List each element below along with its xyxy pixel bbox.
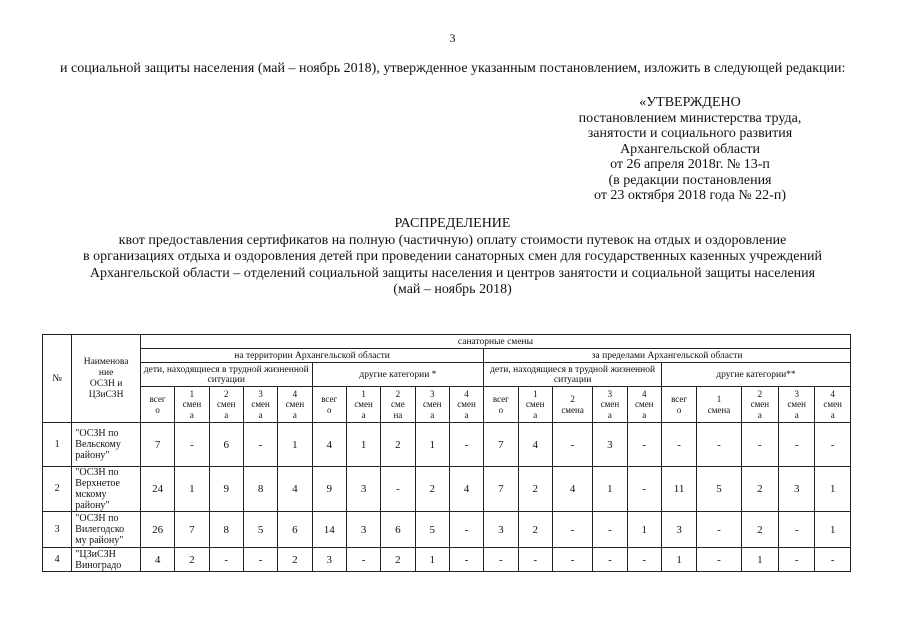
quota-cell: 7 <box>484 467 518 512</box>
subheader-cell: 4 смен а <box>627 387 661 423</box>
subheader-cell: 1 смен а <box>518 387 552 423</box>
subheader-cell: 1 смен а <box>175 387 209 423</box>
quota-cell: 5 <box>243 512 277 548</box>
quota-cell: 6 <box>278 512 312 548</box>
quota-cell: 2 <box>741 467 778 512</box>
quota-cell: - <box>552 512 592 548</box>
quota-cell: - <box>661 423 696 467</box>
quota-cell: - <box>627 467 661 512</box>
title-line: Архангельской области – отделений социальной защиты населения и центров занятости и социальной защиты населения <box>89 265 816 281</box>
approval-stamp <box>500 95 880 204</box>
row-number: 4 <box>43 548 72 572</box>
quota-cell: 2 <box>278 548 312 572</box>
subheader-cell: всег о <box>140 387 174 423</box>
quota-cell: 9 <box>209 467 243 512</box>
quota-cell: - <box>449 423 483 467</box>
document-title <box>40 216 865 299</box>
quota-cell: 3 <box>484 512 518 548</box>
quota-cell: 26 <box>140 512 174 548</box>
quota-cell: 1 <box>346 423 380 467</box>
quota-cell: - <box>697 548 741 572</box>
quota-cell: 9 <box>312 467 346 512</box>
quota-cell: 2 <box>518 467 552 512</box>
quota-cell: 1 <box>815 512 851 548</box>
quota-cell: 1 <box>741 548 778 572</box>
quota-cell: 2 <box>518 512 552 548</box>
table-row <box>43 423 851 467</box>
subheader-cell: 4 смен а <box>278 387 312 423</box>
quota-cell: - <box>449 512 483 548</box>
table-row <box>43 467 851 512</box>
approval-line: Архангельской области <box>620 141 760 157</box>
quota-cell: 2 <box>381 423 415 467</box>
quota-cell: 14 <box>312 512 346 548</box>
quota-cell: - <box>449 548 483 572</box>
quota-cell: 2 <box>175 548 209 572</box>
quota-cell: - <box>627 548 661 572</box>
subheader-cell: 1 смен а <box>346 387 380 423</box>
quota-cell: 7 <box>140 423 174 467</box>
subheader-cell: 4 смен а <box>815 387 851 423</box>
quota-cell: - <box>243 423 277 467</box>
subheader-cell: 4 смен а <box>449 387 483 423</box>
quota-cell: 3 <box>312 548 346 572</box>
quota-cell: 2 <box>741 512 778 548</box>
quota-cell: 2 <box>381 548 415 572</box>
quota-cell: - <box>779 548 815 572</box>
approval-line: от 23 октября 2018 года № 22-п) <box>594 188 786 203</box>
region-header-in: на территории Архангельской области <box>140 349 483 363</box>
quota-cell: 2 <box>415 467 449 512</box>
quota-cell: 3 <box>593 423 627 467</box>
quota-cell: 3 <box>779 467 815 512</box>
quota-cell: 6 <box>209 423 243 467</box>
subheader-cell: 2 смен а <box>209 387 243 423</box>
quota-cell: 8 <box>209 512 243 548</box>
quota-cell: 1 <box>175 467 209 512</box>
quota-cell: - <box>815 423 851 467</box>
quota-cell: - <box>346 548 380 572</box>
title-line: (май – ноябрь 2018) <box>393 282 512 297</box>
subheader-cell: 1 смена <box>697 387 741 423</box>
row-org-name: "ЦЗиСЗН Виноградо <box>72 548 141 572</box>
quota-cell: - <box>741 423 778 467</box>
category-header: дети, находящиеся в трудной жизненной ситуации <box>484 363 662 387</box>
quota-cell: - <box>779 512 815 548</box>
subheader-cell: 3 смен а <box>415 387 449 423</box>
quota-cell: 4 <box>449 467 483 512</box>
intro-paragraph: и социальной защиты населения (май – ноябрь 2018), утвержденное указанным постановлением, изложить в следующей редакции: <box>60 61 846 76</box>
quota-cell: - <box>484 548 518 572</box>
row-number: 3 <box>43 512 72 548</box>
quota-cell: 7 <box>175 512 209 548</box>
quota-cell: - <box>175 423 209 467</box>
quota-cell: 8 <box>243 467 277 512</box>
quota-cell: 7 <box>484 423 518 467</box>
quota-cell: - <box>243 548 277 572</box>
quota-cell: 1 <box>415 423 449 467</box>
title-line: в организациях отдыха и оздоровления детей при проведении санаторных смен для государственных казенных учреждений <box>83 249 822 264</box>
group-header: санаторные смены <box>140 335 850 349</box>
quota-cell: 3 <box>346 467 380 512</box>
quota-cell: - <box>593 548 627 572</box>
quota-cell: 4 <box>140 548 174 572</box>
page-number: 3 <box>449 31 456 45</box>
subheader-cell: 3 смен а <box>779 387 815 423</box>
quota-cell: 24 <box>140 467 174 512</box>
quota-cell: 1 <box>278 423 312 467</box>
quota-cell: - <box>697 512 741 548</box>
quota-cell: 1 <box>593 467 627 512</box>
quota-cell: - <box>593 512 627 548</box>
quota-cell: 4 <box>518 423 552 467</box>
quota-cell: 4 <box>312 423 346 467</box>
approval-line: «УТВЕРЖДЕНО <box>639 95 741 110</box>
subheader-cell: всег о <box>484 387 518 423</box>
subheader-cell: 2 смена <box>552 387 592 423</box>
quota-cell: 5 <box>697 467 741 512</box>
row-org-name: "ОСЗН по Вилегодско му району" <box>72 512 141 548</box>
subheader-cell: 2 сме на <box>381 387 415 423</box>
quota-cell: - <box>779 423 815 467</box>
quota-cell: 1 <box>415 548 449 572</box>
category-header: дети, находящиеся в трудной жизненной ситуации <box>140 363 312 387</box>
col-name-header: Наименова ние ОСЗН и ЦЗиСЗН <box>72 335 141 423</box>
table-row <box>43 548 851 572</box>
quota-cell: 4 <box>278 467 312 512</box>
quota-cell: 6 <box>381 512 415 548</box>
approval-line: (в редакции постановления <box>608 172 772 188</box>
subheader-cell: всег о <box>661 387 696 423</box>
quota-cell: - <box>209 548 243 572</box>
quota-cell: 1 <box>815 467 851 512</box>
quota-cell: - <box>552 423 592 467</box>
quota-cell: 3 <box>661 512 696 548</box>
row-number: 2 <box>43 467 72 512</box>
quota-cell: - <box>518 548 552 572</box>
quota-cell: 3 <box>346 512 380 548</box>
region-header-out: за пределами Архангельской области <box>484 349 851 363</box>
subheader-cell: всег о <box>312 387 346 423</box>
title-heading: РАСПРЕДЕЛЕНИЕ <box>394 216 511 231</box>
quota-cell: 1 <box>627 512 661 548</box>
quota-cell: 5 <box>415 512 449 548</box>
subheader-cell: 3 смен а <box>243 387 277 423</box>
category-header: другие категории** <box>661 363 850 387</box>
row-number: 1 <box>43 423 72 467</box>
approval-line: занятости и социального развития <box>587 126 793 141</box>
row-org-name: "ОСЗН по Верхнетое мскому району" <box>72 467 141 512</box>
subheader-cell: 3 смен а <box>593 387 627 423</box>
subheader-cell: 2 смен а <box>741 387 778 423</box>
col-number-header: № <box>43 335 72 423</box>
quota-cell: 1 <box>661 548 696 572</box>
approval-line: постановлением министерства труда, <box>578 110 802 126</box>
table-row <box>43 512 851 548</box>
quota-cell: - <box>627 423 661 467</box>
quota-cell: 4 <box>552 467 592 512</box>
quota-cell: - <box>697 423 741 467</box>
quota-cell: - <box>381 467 415 512</box>
row-org-name: "ОСЗН по Вельскому району" <box>72 423 141 467</box>
title-line: квот предоставления сертификатов на полную (частичную) оплату стоимости путевок на отдых и оздоровление <box>118 232 787 248</box>
category-header: другие категории * <box>312 363 484 387</box>
quota-table <box>42 334 851 572</box>
quota-cell: - <box>552 548 592 572</box>
quota-cell: - <box>815 548 851 572</box>
approval-line: от 26 апреля 2018г. № 13-п <box>610 157 770 172</box>
quota-cell: 11 <box>661 467 696 512</box>
